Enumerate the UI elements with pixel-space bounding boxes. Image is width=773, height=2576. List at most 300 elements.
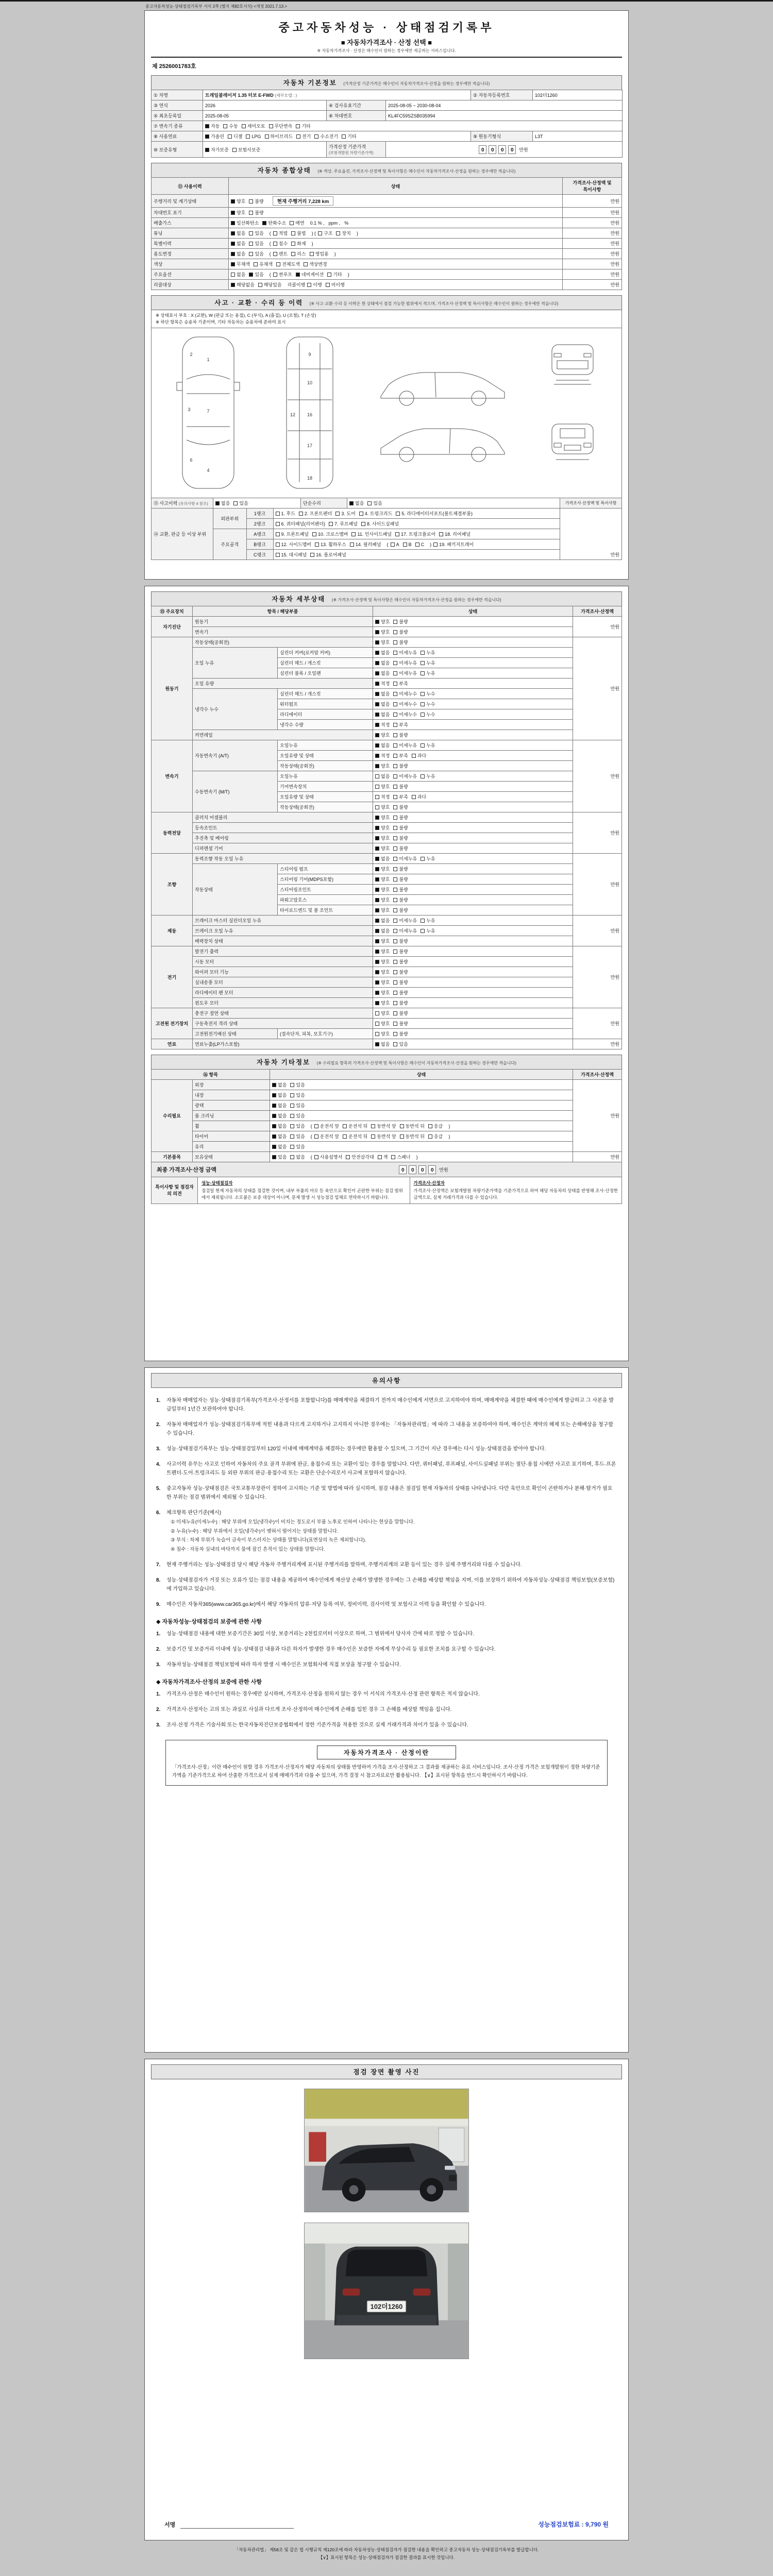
option-label: 양호 <box>381 887 390 892</box>
checkbox[interactable] <box>310 553 314 557</box>
checkbox[interactable] <box>375 877 379 882</box>
notice-item-text: 중고자동차 성능·상태점검은 국토교통부장관이 정하여 고시하는 기준 및 방법에 따라 실시하며, 점검 내용은 점검일 현재 자동차의 상태를 나타냅니다. 다만 육안으로 확인이 곤란하거나 분해·탈거가 필요한 부위는 점검 범위에서 제외될 수 있습니다. <box>166 1486 613 1500</box>
checkbox[interactable] <box>393 764 397 768</box>
checkbox[interactable] <box>375 857 379 861</box>
checkbox[interactable] <box>393 939 397 943</box>
option-label: 없음 <box>237 231 246 236</box>
option-label: 미세누유 <box>399 743 417 748</box>
checkbox[interactable] <box>375 723 379 727</box>
option-label: 부족 <box>399 681 408 686</box>
checkbox[interactable] <box>375 1032 379 1036</box>
option-보험사보증 <box>232 146 260 153</box>
checkbox[interactable] <box>393 816 397 820</box>
checkbox[interactable] <box>249 211 253 215</box>
checkbox[interactable] <box>290 1134 294 1139</box>
checkbox[interactable] <box>375 671 379 675</box>
checkbox[interactable] <box>375 1011 379 1015</box>
notice-panel <box>144 1367 629 2053</box>
checkbox[interactable] <box>326 283 330 287</box>
checkbox[interactable] <box>296 124 300 128</box>
checkbox[interactable] <box>393 826 397 830</box>
checkbox[interactable] <box>428 1124 432 1128</box>
checkbox[interactable] <box>393 980 397 985</box>
checkbox[interactable] <box>393 1001 397 1005</box>
checkbox[interactable] <box>249 273 253 277</box>
checkbox[interactable] <box>393 743 397 748</box>
option-label: LPG <box>251 134 261 139</box>
checkbox[interactable] <box>393 702 397 706</box>
checkbox[interactable] <box>296 273 300 277</box>
checkbox[interactable] <box>307 283 311 287</box>
checkbox[interactable] <box>375 919 379 923</box>
checkbox[interactable] <box>375 702 379 706</box>
checkbox[interactable] <box>310 252 314 256</box>
rankC-label: C랭크 <box>246 549 273 560</box>
checkbox[interactable] <box>246 134 250 139</box>
checkbox[interactable] <box>393 620 397 624</box>
checkbox[interactable] <box>249 231 253 235</box>
option-양호 <box>375 639 390 646</box>
checkbox[interactable] <box>395 532 399 536</box>
checkbox[interactable] <box>375 661 379 665</box>
checkbox[interactable] <box>393 723 397 727</box>
checkbox[interactable] <box>393 713 397 717</box>
checkbox[interactable] <box>375 836 379 840</box>
checkbox[interactable] <box>231 283 235 287</box>
checkbox[interactable] <box>393 1011 397 1015</box>
checkbox[interactable] <box>314 1124 318 1128</box>
option-1. 후드 <box>276 510 295 517</box>
checkbox[interactable] <box>276 522 280 526</box>
checkbox[interactable] <box>329 522 333 526</box>
checkbox[interactable] <box>375 1001 379 1005</box>
checkbox[interactable] <box>378 1155 382 1159</box>
checkbox[interactable] <box>393 692 397 696</box>
checkbox[interactable] <box>400 1134 404 1139</box>
checkbox[interactable] <box>375 620 379 624</box>
checkbox[interactable] <box>393 754 397 758</box>
transmission-options <box>203 121 623 131</box>
checkbox[interactable] <box>393 908 397 912</box>
option-label: 없음 <box>355 500 364 506</box>
checkbox[interactable] <box>375 713 379 717</box>
checkbox[interactable] <box>375 816 379 820</box>
etc-row-state <box>270 1131 573 1142</box>
checkbox[interactable] <box>249 252 253 256</box>
checkbox[interactable] <box>272 1114 276 1118</box>
checkbox[interactable] <box>258 283 262 287</box>
checkbox[interactable] <box>375 898 379 902</box>
checkbox[interactable] <box>375 991 379 995</box>
checkbox[interactable] <box>304 262 308 266</box>
option-불량 <box>393 783 408 790</box>
checkbox[interactable] <box>375 795 379 799</box>
option-불량 <box>393 938 408 944</box>
simple-repair-label: 단순수리 <box>301 498 347 508</box>
option-침수 <box>273 240 288 247</box>
checkbox[interactable] <box>299 512 303 516</box>
checkbox[interactable] <box>393 795 397 799</box>
detail-row <box>152 957 622 967</box>
checkbox[interactable] <box>371 1124 375 1128</box>
checkbox[interactable] <box>215 501 220 505</box>
checkbox[interactable] <box>262 221 266 225</box>
checkbox[interactable] <box>231 221 235 225</box>
checkbox[interactable] <box>290 1104 294 1108</box>
checkbox[interactable] <box>350 543 354 547</box>
checkbox[interactable] <box>375 805 379 809</box>
checkbox[interactable] <box>273 231 277 235</box>
checkbox[interactable] <box>393 991 397 995</box>
checkbox[interactable] <box>361 522 365 526</box>
checkbox[interactable] <box>314 1134 318 1139</box>
checkbox[interactable] <box>421 919 425 923</box>
checkbox[interactable] <box>359 512 363 516</box>
checkbox[interactable] <box>375 1022 379 1026</box>
detail-state <box>373 812 573 823</box>
checkbox[interactable] <box>291 252 295 256</box>
checkbox[interactable] <box>375 743 379 748</box>
checkbox[interactable] <box>393 950 397 954</box>
checkbox[interactable] <box>375 826 379 830</box>
checkbox[interactable] <box>375 960 379 964</box>
checkbox[interactable] <box>393 785 397 789</box>
section-etc <box>151 1055 622 1070</box>
notice-item <box>156 1630 617 1638</box>
checkbox[interactable] <box>272 1124 276 1128</box>
checkbox[interactable] <box>272 1134 276 1139</box>
checkbox[interactable] <box>393 661 397 665</box>
checkbox[interactable] <box>375 939 379 943</box>
checkbox[interactable] <box>400 1124 404 1128</box>
checkbox[interactable] <box>276 262 280 266</box>
checkbox[interactable] <box>393 970 397 974</box>
checkbox[interactable] <box>375 846 379 851</box>
option-4. 트렁크리드 <box>359 510 392 517</box>
detail-part-label: 작동상태(공회전) <box>278 761 373 771</box>
checkbox[interactable] <box>273 242 277 246</box>
checkbox[interactable] <box>249 242 253 246</box>
checkbox[interactable] <box>375 733 379 737</box>
outer-panel-label: 외판부위 <box>213 509 246 529</box>
checkbox[interactable] <box>371 1134 375 1139</box>
checkbox[interactable] <box>391 1155 395 1159</box>
notice-item-number: 3. <box>156 1662 161 1668</box>
checkbox[interactable] <box>393 630 397 634</box>
checkbox[interactable] <box>233 501 238 505</box>
checkbox[interactable] <box>421 692 425 696</box>
etc-row-state <box>270 1090 573 1100</box>
checkbox[interactable] <box>375 929 379 933</box>
car-name-submodel: (세부모델 : ) <box>275 93 297 98</box>
option-유채색 <box>254 261 273 267</box>
checkbox[interactable] <box>375 754 379 758</box>
option-label: 없음 <box>381 712 390 717</box>
checkbox[interactable] <box>231 211 235 215</box>
etc-row-label: 유리 <box>193 1142 270 1152</box>
detail-section-title: 자동차 세부상태 <box>272 596 326 603</box>
checkbox[interactable] <box>421 857 425 861</box>
checkbox[interactable] <box>273 252 277 256</box>
checkbox[interactable] <box>393 877 397 882</box>
checkbox[interactable] <box>393 682 397 686</box>
checkbox[interactable] <box>231 199 235 204</box>
checkbox[interactable] <box>276 512 280 516</box>
checkbox[interactable] <box>272 1145 276 1149</box>
checkbox[interactable] <box>336 231 340 235</box>
checkbox[interactable] <box>375 888 379 892</box>
checkbox[interactable] <box>375 651 379 655</box>
etc-row-state <box>270 1100 573 1111</box>
checkbox[interactable] <box>231 231 235 235</box>
option-label: 불량 <box>399 1021 408 1026</box>
detail-state <box>373 957 573 967</box>
option-label: 있음 <box>296 1134 305 1139</box>
checkbox[interactable] <box>290 1083 294 1087</box>
checkbox[interactable] <box>272 1083 276 1087</box>
checkbox[interactable] <box>205 124 209 128</box>
checkbox[interactable] <box>393 836 397 840</box>
option-불량 <box>393 999 408 1006</box>
checkbox[interactable] <box>232 148 237 152</box>
checkbox[interactable] <box>421 661 425 665</box>
signature-line[interactable] <box>180 2528 294 2529</box>
checkbox[interactable] <box>343 1124 347 1128</box>
option-label: 3. 도어 <box>341 511 356 516</box>
checkbox[interactable] <box>421 671 425 675</box>
option-label: 가솔린 <box>211 134 225 139</box>
option-양호 <box>375 938 390 944</box>
checkbox[interactable] <box>315 543 319 547</box>
checkbox[interactable] <box>231 252 235 256</box>
checkbox[interactable] <box>342 134 346 139</box>
checkbox[interactable] <box>396 512 400 516</box>
checkbox[interactable] <box>272 1155 276 1159</box>
checkbox[interactable] <box>375 630 379 634</box>
checkbox[interactable] <box>272 1104 276 1108</box>
checkbox[interactable] <box>290 1145 294 1149</box>
checkbox[interactable] <box>375 682 379 686</box>
checkbox[interactable] <box>421 929 425 933</box>
checkbox[interactable] <box>421 743 425 748</box>
checkbox[interactable] <box>375 774 379 778</box>
checkbox[interactable] <box>291 231 295 235</box>
checkbox[interactable] <box>433 543 438 547</box>
checkbox[interactable] <box>393 888 397 892</box>
checkbox[interactable] <box>393 867 397 871</box>
detail-row <box>152 864 622 874</box>
checkbox[interactable] <box>290 1093 294 1097</box>
checkbox[interactable] <box>412 795 416 799</box>
checkbox[interactable] <box>393 846 397 851</box>
detail-state <box>373 874 573 885</box>
checkbox[interactable] <box>349 501 354 505</box>
amount-digit: 0 <box>508 145 516 154</box>
option-label: 일산화탄소 <box>237 221 259 226</box>
etc-row-label: 룸 크리닝 <box>193 1111 270 1121</box>
checkbox[interactable] <box>312 532 316 536</box>
car-damage-diagrams <box>151 328 622 498</box>
checkbox[interactable] <box>272 1093 276 1097</box>
checkbox[interactable] <box>428 1134 432 1139</box>
detail-row <box>152 977 622 988</box>
checkbox[interactable] <box>421 774 425 778</box>
checkbox[interactable] <box>205 134 209 139</box>
checkbox[interactable] <box>327 273 331 277</box>
checkbox[interactable] <box>249 199 253 204</box>
option-label: 양호 <box>237 210 246 215</box>
overall-row-label: 특별이력 <box>152 239 229 249</box>
license-plate: 102더1260 <box>370 2302 403 2311</box>
overall-section-note: (※ 색상, 주요옵션, 가격조사·산정액 및 특이사항은 매수인이 자동차가격조사·산정을 원하는 경우에만 적습니다) <box>317 169 516 174</box>
checkbox[interactable] <box>375 640 379 645</box>
checkbox[interactable] <box>318 231 322 235</box>
detail-item-label: 오일 누유 <box>193 648 278 679</box>
detail-part-label: 오일유량 및 상태 <box>278 792 373 802</box>
checkbox[interactable] <box>393 1042 397 1046</box>
checkbox[interactable] <box>421 651 425 655</box>
checkbox[interactable] <box>393 1022 397 1026</box>
checkbox[interactable] <box>375 950 379 954</box>
option-label: 미세누수 <box>399 702 417 707</box>
detail-item-label: 자동변속기 (A/T) <box>193 740 278 771</box>
checkbox[interactable] <box>393 929 397 933</box>
option-label: 렌트 <box>278 251 288 257</box>
checkbox[interactable] <box>290 1155 294 1159</box>
detail-state <box>373 648 573 658</box>
detail-price: 만원 <box>573 854 622 916</box>
option-label: 있음 <box>373 500 382 506</box>
checkbox[interactable] <box>421 702 425 706</box>
checkbox[interactable] <box>375 785 379 789</box>
checkbox[interactable] <box>393 1032 397 1036</box>
checkbox[interactable] <box>254 262 258 266</box>
checkbox[interactable] <box>231 273 235 277</box>
checkbox[interactable] <box>393 733 397 737</box>
checkbox[interactable] <box>375 764 379 768</box>
checkbox[interactable] <box>375 970 379 974</box>
detail-row <box>152 679 622 689</box>
checkbox[interactable] <box>276 553 280 557</box>
option-label: 미세누유 <box>399 660 417 666</box>
checkbox[interactable] <box>393 671 397 675</box>
option-양호 <box>375 1020 390 1027</box>
detail-row <box>152 854 622 864</box>
option-15. 대시패널 <box>276 551 307 558</box>
checkbox[interactable] <box>393 805 397 809</box>
checkbox[interactable] <box>231 262 235 266</box>
checkbox[interactable] <box>415 543 419 547</box>
checkbox[interactable] <box>273 273 277 277</box>
inline-text: % <box>344 221 349 226</box>
checkbox[interactable] <box>375 867 379 871</box>
checkbox[interactable] <box>276 532 280 536</box>
checkbox[interactable] <box>231 242 235 246</box>
checkbox[interactable] <box>290 221 294 225</box>
detail-row <box>152 637 622 648</box>
detail-item-label: 고전원전기배선 상태 <box>193 1029 278 1039</box>
checkbox[interactable] <box>346 1155 350 1159</box>
checkbox[interactable] <box>296 134 300 139</box>
checkbox[interactable] <box>291 242 295 246</box>
checkbox[interactable] <box>375 908 379 912</box>
overall-row <box>152 280 622 290</box>
checkbox[interactable] <box>375 1042 379 1046</box>
option-동반석 앞 <box>371 1123 396 1129</box>
notice-item <box>156 1645 617 1654</box>
option-있음 <box>249 230 263 236</box>
notice-item-text: 가격조사·산정은 매수인이 원하는 경우에만 실시하며, 가격조사·산정을 원하지 않는 경우 이 서식의 가격조사·산정 관련 항목은 적지 않습니다. <box>166 1691 480 1697</box>
checkbox[interactable] <box>265 134 269 139</box>
checkbox[interactable] <box>242 124 246 128</box>
checkbox[interactable] <box>314 1155 318 1159</box>
option-부족 <box>393 721 408 728</box>
option-없음 <box>272 1133 287 1140</box>
checkbox[interactable] <box>276 543 280 547</box>
checkbox[interactable] <box>439 532 443 536</box>
checkbox[interactable] <box>343 1134 347 1139</box>
etc-header-row <box>152 1070 622 1080</box>
option-있음 <box>367 500 382 506</box>
detail-price: 만원 <box>573 946 622 1008</box>
detail-price: 만원 <box>573 617 622 637</box>
checkbox[interactable] <box>314 134 318 139</box>
svg-text:17: 17 <box>307 443 313 448</box>
checkbox[interactable] <box>290 1124 294 1128</box>
option-label: 부족 <box>399 722 408 727</box>
checkbox[interactable] <box>403 543 407 547</box>
checkbox[interactable] <box>351 532 356 536</box>
detail-item-label: 클러치 어셈블리 <box>193 812 373 823</box>
checkbox[interactable] <box>367 501 372 505</box>
option-label: 응급 <box>433 1124 443 1129</box>
etc-row <box>152 1152 622 1162</box>
checkbox[interactable] <box>393 640 397 645</box>
notice-item-text: 체크항목 판단기준(예시) ① 미세누유(미세누수) : 해당 부위에 오일(냉각수)이 비치는 정도로서 부품 노후로 인하여 나타나는 현상을 말합니다. ② 누유(누수) : 해당 부위에서 오일(냉각수)이 맺혀서 떨어지는 상태를 말합니다. ③ 부식 : 차체 부위가 녹슬어 금속이 부스러지는 상태를 말합니다(표면상의 녹은 제외합니다). ④ 침수 : 자동차 실내의 바닥까지 물에 잠긴 흔적이 있는 상태를 말합니다. <box>166 1509 617 1554</box>
checkbox[interactable] <box>205 148 209 152</box>
basic-info-table <box>151 90 623 158</box>
checkbox[interactable] <box>393 960 397 964</box>
option-13. 휠하우스 <box>315 541 346 548</box>
option-없음 <box>375 742 390 749</box>
detail-row <box>152 926 622 936</box>
overall-col1-header: ⑪ 사용이력 <box>152 178 229 195</box>
checkbox[interactable] <box>375 980 379 985</box>
option-영업용 <box>310 250 329 257</box>
checkbox[interactable] <box>290 1114 294 1118</box>
checkbox[interactable] <box>393 651 397 655</box>
checkbox[interactable] <box>375 692 379 696</box>
base-price-value <box>386 142 623 158</box>
checkbox[interactable] <box>393 898 397 902</box>
car-underbody-diagram <box>276 333 343 493</box>
basic-row-fuel <box>152 131 623 142</box>
checkbox[interactable] <box>412 754 416 758</box>
notice-item-text: 조사·산정 가격은 기술사회 또는 한국자동차진단보증협회에서 정한 기준가격을 적용한 것으로 실제 거래가격과 차이가 있을 수 있습니다. <box>166 1722 468 1728</box>
option-label: 미세누유 <box>399 774 417 779</box>
checkbox[interactable] <box>269 124 273 128</box>
svg-text:16: 16 <box>307 412 313 417</box>
option-label: 수소전기 <box>320 134 339 139</box>
checkbox[interactable] <box>391 543 395 547</box>
checkbox[interactable] <box>393 919 397 923</box>
checkbox[interactable] <box>393 857 397 861</box>
checkbox[interactable] <box>228 134 232 139</box>
checkbox[interactable] <box>393 774 397 778</box>
checkbox[interactable] <box>223 124 227 128</box>
checkbox[interactable] <box>335 512 340 516</box>
checkbox[interactable] <box>421 713 425 717</box>
